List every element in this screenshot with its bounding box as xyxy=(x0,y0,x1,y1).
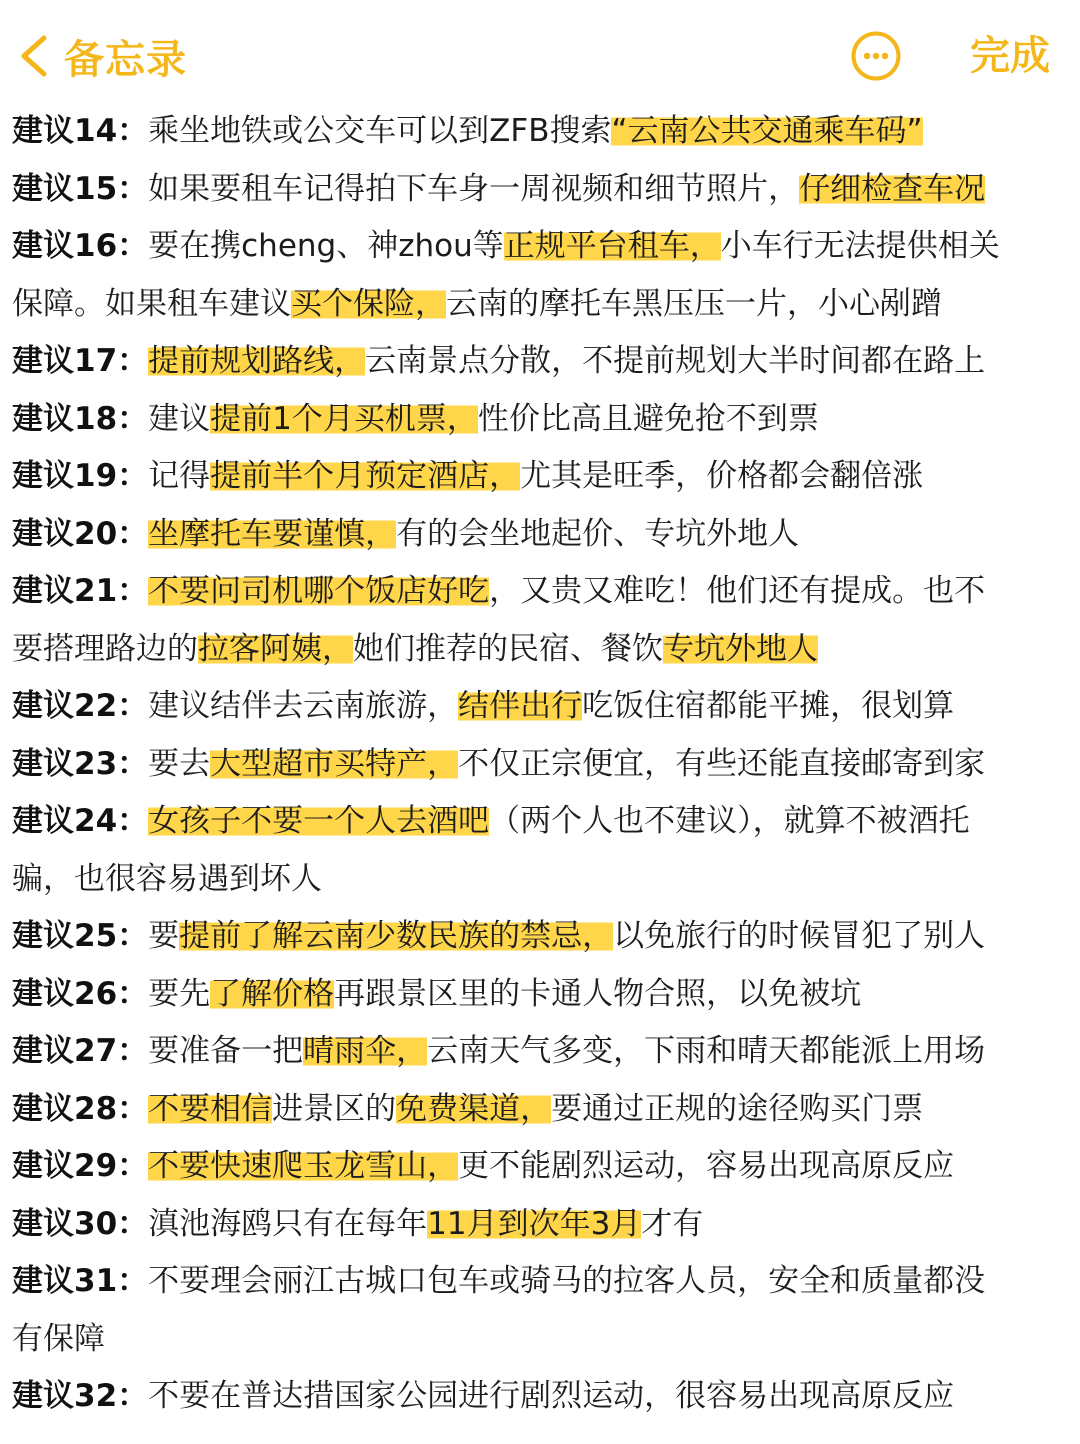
done-button[interactable]: 完成 xyxy=(970,33,1050,79)
note-text: 吃饭住宿都能平摊，很划算 xyxy=(582,688,955,724)
note-line xyxy=(12,161,1070,219)
highlighted-text: 女孩子不要一个人去酒吧 xyxy=(148,803,490,839)
note-text: 要 xyxy=(148,918,180,954)
highlighted-text: 提前了解云南少数民族的禁忌， xyxy=(179,918,614,954)
note-text: 乘坐地铁或公交车可以到ZFB搜索 xyxy=(148,113,612,149)
note-line xyxy=(12,391,1070,449)
highlighted-text: 不要相信 xyxy=(148,1090,273,1127)
highlighted-text: 结伴出行 xyxy=(458,688,583,724)
note-text: 要在携cheng、神zhou等 xyxy=(148,228,504,264)
note-text: 记得 xyxy=(148,458,211,494)
suggestion-number: 建议15： xyxy=(12,170,149,207)
note-text: 不要理会丽江古城口包车或骑马的拉客人员，安全和质量都没 xyxy=(148,1263,986,1299)
note-text: 要搭理路边的 xyxy=(12,630,198,667)
note-text: 建议结伴去云南旅游， xyxy=(148,688,459,724)
note-line xyxy=(12,103,1070,161)
suggestion-number: 建议32： xyxy=(12,1378,149,1414)
highlighted-text: 正规平台租车， xyxy=(503,228,721,264)
more-circle-icon xyxy=(850,30,902,82)
suggestion-number: 建议25： xyxy=(12,918,149,954)
highlighted-text: 买个保险， xyxy=(291,285,446,322)
note-line xyxy=(12,621,1070,679)
note-text: ，又贵又难吃！他们还有提成。也不 xyxy=(489,573,986,609)
highlighted-text: 了解价格 xyxy=(210,975,335,1012)
highlighted-text: 提前1个月买机票， xyxy=(210,400,478,437)
note-text: 如果要租车记得拍下车身一周视频和细节照片， xyxy=(148,170,800,207)
suggestion-number: 建议30： xyxy=(12,1205,149,1242)
note-line xyxy=(12,448,1070,506)
note-text: 尤其是旺季，价格都会翻倍涨 xyxy=(520,458,924,494)
suggestion-number: 建议31： xyxy=(12,1263,149,1299)
suggestion-number: 建议26： xyxy=(12,975,149,1012)
note-line xyxy=(12,1368,1070,1426)
more-button[interactable] xyxy=(850,30,902,82)
note-line xyxy=(12,276,1070,334)
note-text: 再跟景区里的卡通人物合照，以免被坑 xyxy=(334,975,862,1012)
note-line xyxy=(12,1138,1070,1196)
note-text: 不要在普达措国家公园进行剧烈运动，很容易出现高原反应 xyxy=(148,1378,955,1414)
highlighted-text: 免费渠道， xyxy=(396,1090,552,1127)
note-text: 建议 xyxy=(148,400,211,437)
note-line xyxy=(12,793,1070,851)
suggestion-number: 建议22： xyxy=(12,688,149,724)
note-text: 小车行无法提供相关 xyxy=(720,228,1000,264)
note-line xyxy=(12,1253,1070,1311)
note-line xyxy=(12,678,1070,736)
highlighted-text: 11月到次年3月 xyxy=(427,1205,642,1242)
note-text: 进景区的 xyxy=(272,1090,397,1127)
note-line xyxy=(12,1023,1070,1081)
highlighted-text: “云南公共交通乘车码” xyxy=(611,113,923,149)
note-text: 有保障 xyxy=(12,1320,105,1357)
note-body[interactable] xyxy=(12,103,1070,1426)
suggestion-number: 建议23： xyxy=(12,745,149,782)
note-text: 不仅正宗便宜，有些还能直接邮寄到家 xyxy=(458,745,986,782)
note-text: 性价比高且避免抢不到票 xyxy=(477,400,819,437)
suggestion-number: 建议19： xyxy=(12,458,149,494)
note-text: 云南天气多变，下雨和晴天都能派上用场 xyxy=(427,1033,986,1069)
note-text: 要准备一把 xyxy=(148,1033,304,1069)
chevron-left-icon xyxy=(14,32,54,80)
suggestion-number: 建议28： xyxy=(12,1090,149,1127)
highlighted-text: 提前半个月预定酒店， xyxy=(210,458,521,494)
note-text: 以免旅行的时候冒犯了别人 xyxy=(613,918,986,954)
note-line xyxy=(12,1081,1070,1139)
highlighted-text: 不要问司机哪个饭店好吃 xyxy=(148,573,490,609)
note-line xyxy=(12,736,1070,794)
note-text: 保障。如果租车建议 xyxy=(12,285,291,322)
highlighted-text: 大型超市买特产， xyxy=(210,745,459,782)
note-text: 她们推荐的民宿、餐饮 xyxy=(353,630,663,667)
note-text: 有的会坐地起价、专坑外地人 xyxy=(396,515,800,552)
highlighted-text: 晴雨伞， xyxy=(303,1033,428,1069)
note-text: 滇池海鸥只有在每年 xyxy=(148,1205,428,1242)
note-text: 要去 xyxy=(148,745,211,782)
note-text: 要先 xyxy=(148,975,211,1012)
note-line xyxy=(12,506,1070,564)
navbar xyxy=(0,0,1080,108)
note-text: 云南的摩托车黑压压一片，小心剐蹭 xyxy=(446,285,942,322)
suggestion-number: 建议21： xyxy=(12,573,149,609)
highlighted-text: 提前规划路线， xyxy=(148,343,366,379)
note-line xyxy=(12,218,1070,276)
note-text: 才有 xyxy=(641,1205,704,1242)
highlighted-text: 拉客阿姨， xyxy=(198,630,353,667)
note-line xyxy=(12,563,1070,621)
note-line xyxy=(12,1196,1070,1254)
back-label: 备忘录 xyxy=(64,36,187,83)
note-line xyxy=(12,851,1070,909)
highlighted-text: 不要快速爬玉龙雪山， xyxy=(148,1148,459,1184)
suggestion-number: 建议14： xyxy=(12,113,149,149)
suggestion-number: 建议27： xyxy=(12,1033,149,1069)
highlighted-text: 仔细检查车况 xyxy=(799,170,986,207)
suggestion-number: 建议16： xyxy=(12,228,149,264)
note-text: （两个人也不建议），就算不被酒托 xyxy=(489,803,970,839)
suggestion-number: 建议18： xyxy=(12,400,149,437)
note-text: 要通过正规的途径购买门票 xyxy=(551,1090,924,1127)
highlighted-text: 专坑外地人 xyxy=(663,630,818,667)
note-text: 骗，也很容易遇到坏人 xyxy=(12,860,322,897)
note-line xyxy=(12,333,1070,391)
note-text: 云南景点分散，不提前规划大半时间都在路上 xyxy=(365,343,986,379)
back-button[interactable] xyxy=(14,28,187,84)
suggestion-number: 建议20： xyxy=(12,515,149,552)
note-line xyxy=(12,908,1070,966)
note-line xyxy=(12,1311,1070,1369)
note-text: 更不能剧烈运动，容易出现高原反应 xyxy=(458,1148,955,1184)
highlighted-text: 坐摩托车要谨慎， xyxy=(148,515,397,552)
suggestion-number: 建议17： xyxy=(12,343,149,379)
suggestion-number: 建议29： xyxy=(12,1148,149,1184)
note-line xyxy=(12,966,1070,1024)
suggestion-number: 建议24： xyxy=(12,803,149,839)
